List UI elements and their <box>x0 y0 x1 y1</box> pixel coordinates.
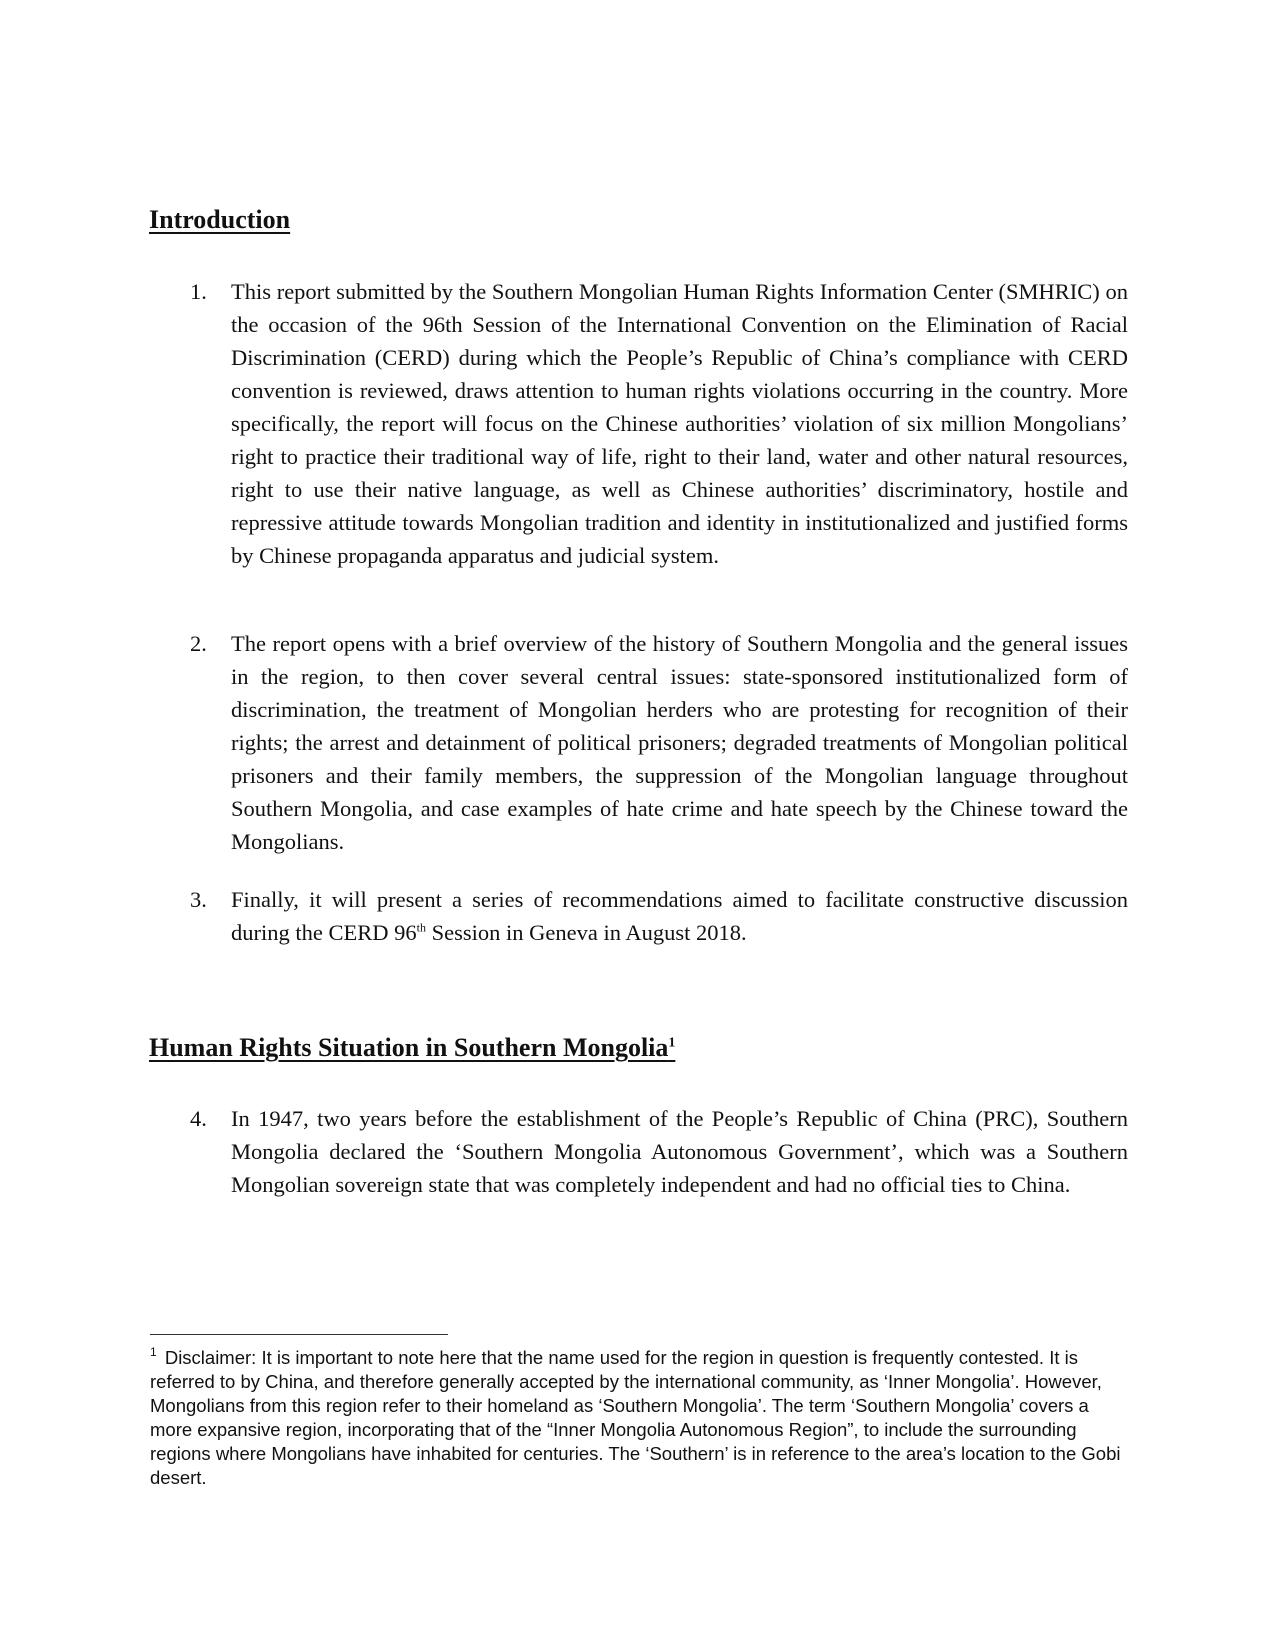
introduction-heading-text: Introduction <box>149 205 291 234</box>
footnote <box>150 1346 1125 1490</box>
paragraph-number: 4. <box>190 1106 207 1131</box>
footnote-text: Disclaimer: It is important to note here that the name used for the region in question is frequently contested. It is referred to by China, and therefore generally accepted by the international community, as ‘Inner Mongolia’. However, Mongolians from this region refer to their homeland as ‘Southern Mongolia’. The term ‘Southern Mongolia’ covers a more expansive region, incorporating that of the “Inner Mongolia Autonomous Region”, to include the surrounding regions where Mongolians have inhabited for centuries. The ‘Southern’ is in reference to the area’s location to the Gobi desert. <box>150 1347 1121 1488</box>
paragraph-text: The report opens with a brief overview of the history of Southern Mongolia and the general issues in the region, to then cover several central issues: state-sponsored institutionalized form of discrimination, the treatment of Mongolian herders who are protesting for recognition of their rights; the arrest and detainment of political prisoners; degraded treatments of Mongolian political prisoners and their family members, the suppression of the Mongolian language throughout Southern Mongolia, and case examples of hate crime and hate speech by the Chinese toward the Mongolians. <box>231 631 1128 854</box>
ordinal-superscript: th <box>416 920 426 935</box>
paragraph-text: This report submitted by the Southern Mongolian Human Rights Information Center (SMHRIC) on the occasion of the 96th Session of the International Convention on the Elimination of Racial Discrimination (CERD) during which the People’s Republic of China’s compliance with CERD convention is reviewed, draws attention to human rights violations occurring in the country. More specifically, the report will focus on the Chinese authorities’ violation of six million Mongolians’ right to practice their traditional way of life, right to their land, water and other natural resources, right to use their native language, as well as Chinese authorities’ discriminatory, hostile and repressive attitude towards Mongolian tradition and identity in institutionalized and justified forms by Chinese propaganda apparatus and judicial system. <box>231 279 1128 568</box>
footnote-reference[interactable]: 1 <box>668 1035 676 1051</box>
human-rights-heading-text: Human Rights Situation in Southern Mongolia <box>149 1033 669 1062</box>
paragraph-number: 3. <box>190 887 207 912</box>
paragraph-number: 2. <box>190 631 207 656</box>
paragraph-text-end: Session in Geneva in August 2018. <box>425 920 747 945</box>
footnote-separator <box>150 1334 448 1335</box>
section-heading-introduction <box>149 204 290 236</box>
paragraph-text <box>231 883 1128 949</box>
footnote-marker: 1 <box>150 1345 157 1359</box>
paragraph-number: 1. <box>190 279 207 304</box>
paragraph-text-start: Finally, it will present a series of recommendations aimed to facilitate constructive discussion during the CERD 96 <box>231 887 1128 945</box>
paragraph-text: In 1947, two years before the establishment of the People’s Republic of China (PRC), Southern Mongolia declared the ‘Southern Mongolia Autonomous Government’, which was a Southern Mongolian sovereign state that was completely independent and had no official ties to China. <box>231 1106 1128 1197</box>
section-heading-human-rights <box>149 1032 675 1064</box>
